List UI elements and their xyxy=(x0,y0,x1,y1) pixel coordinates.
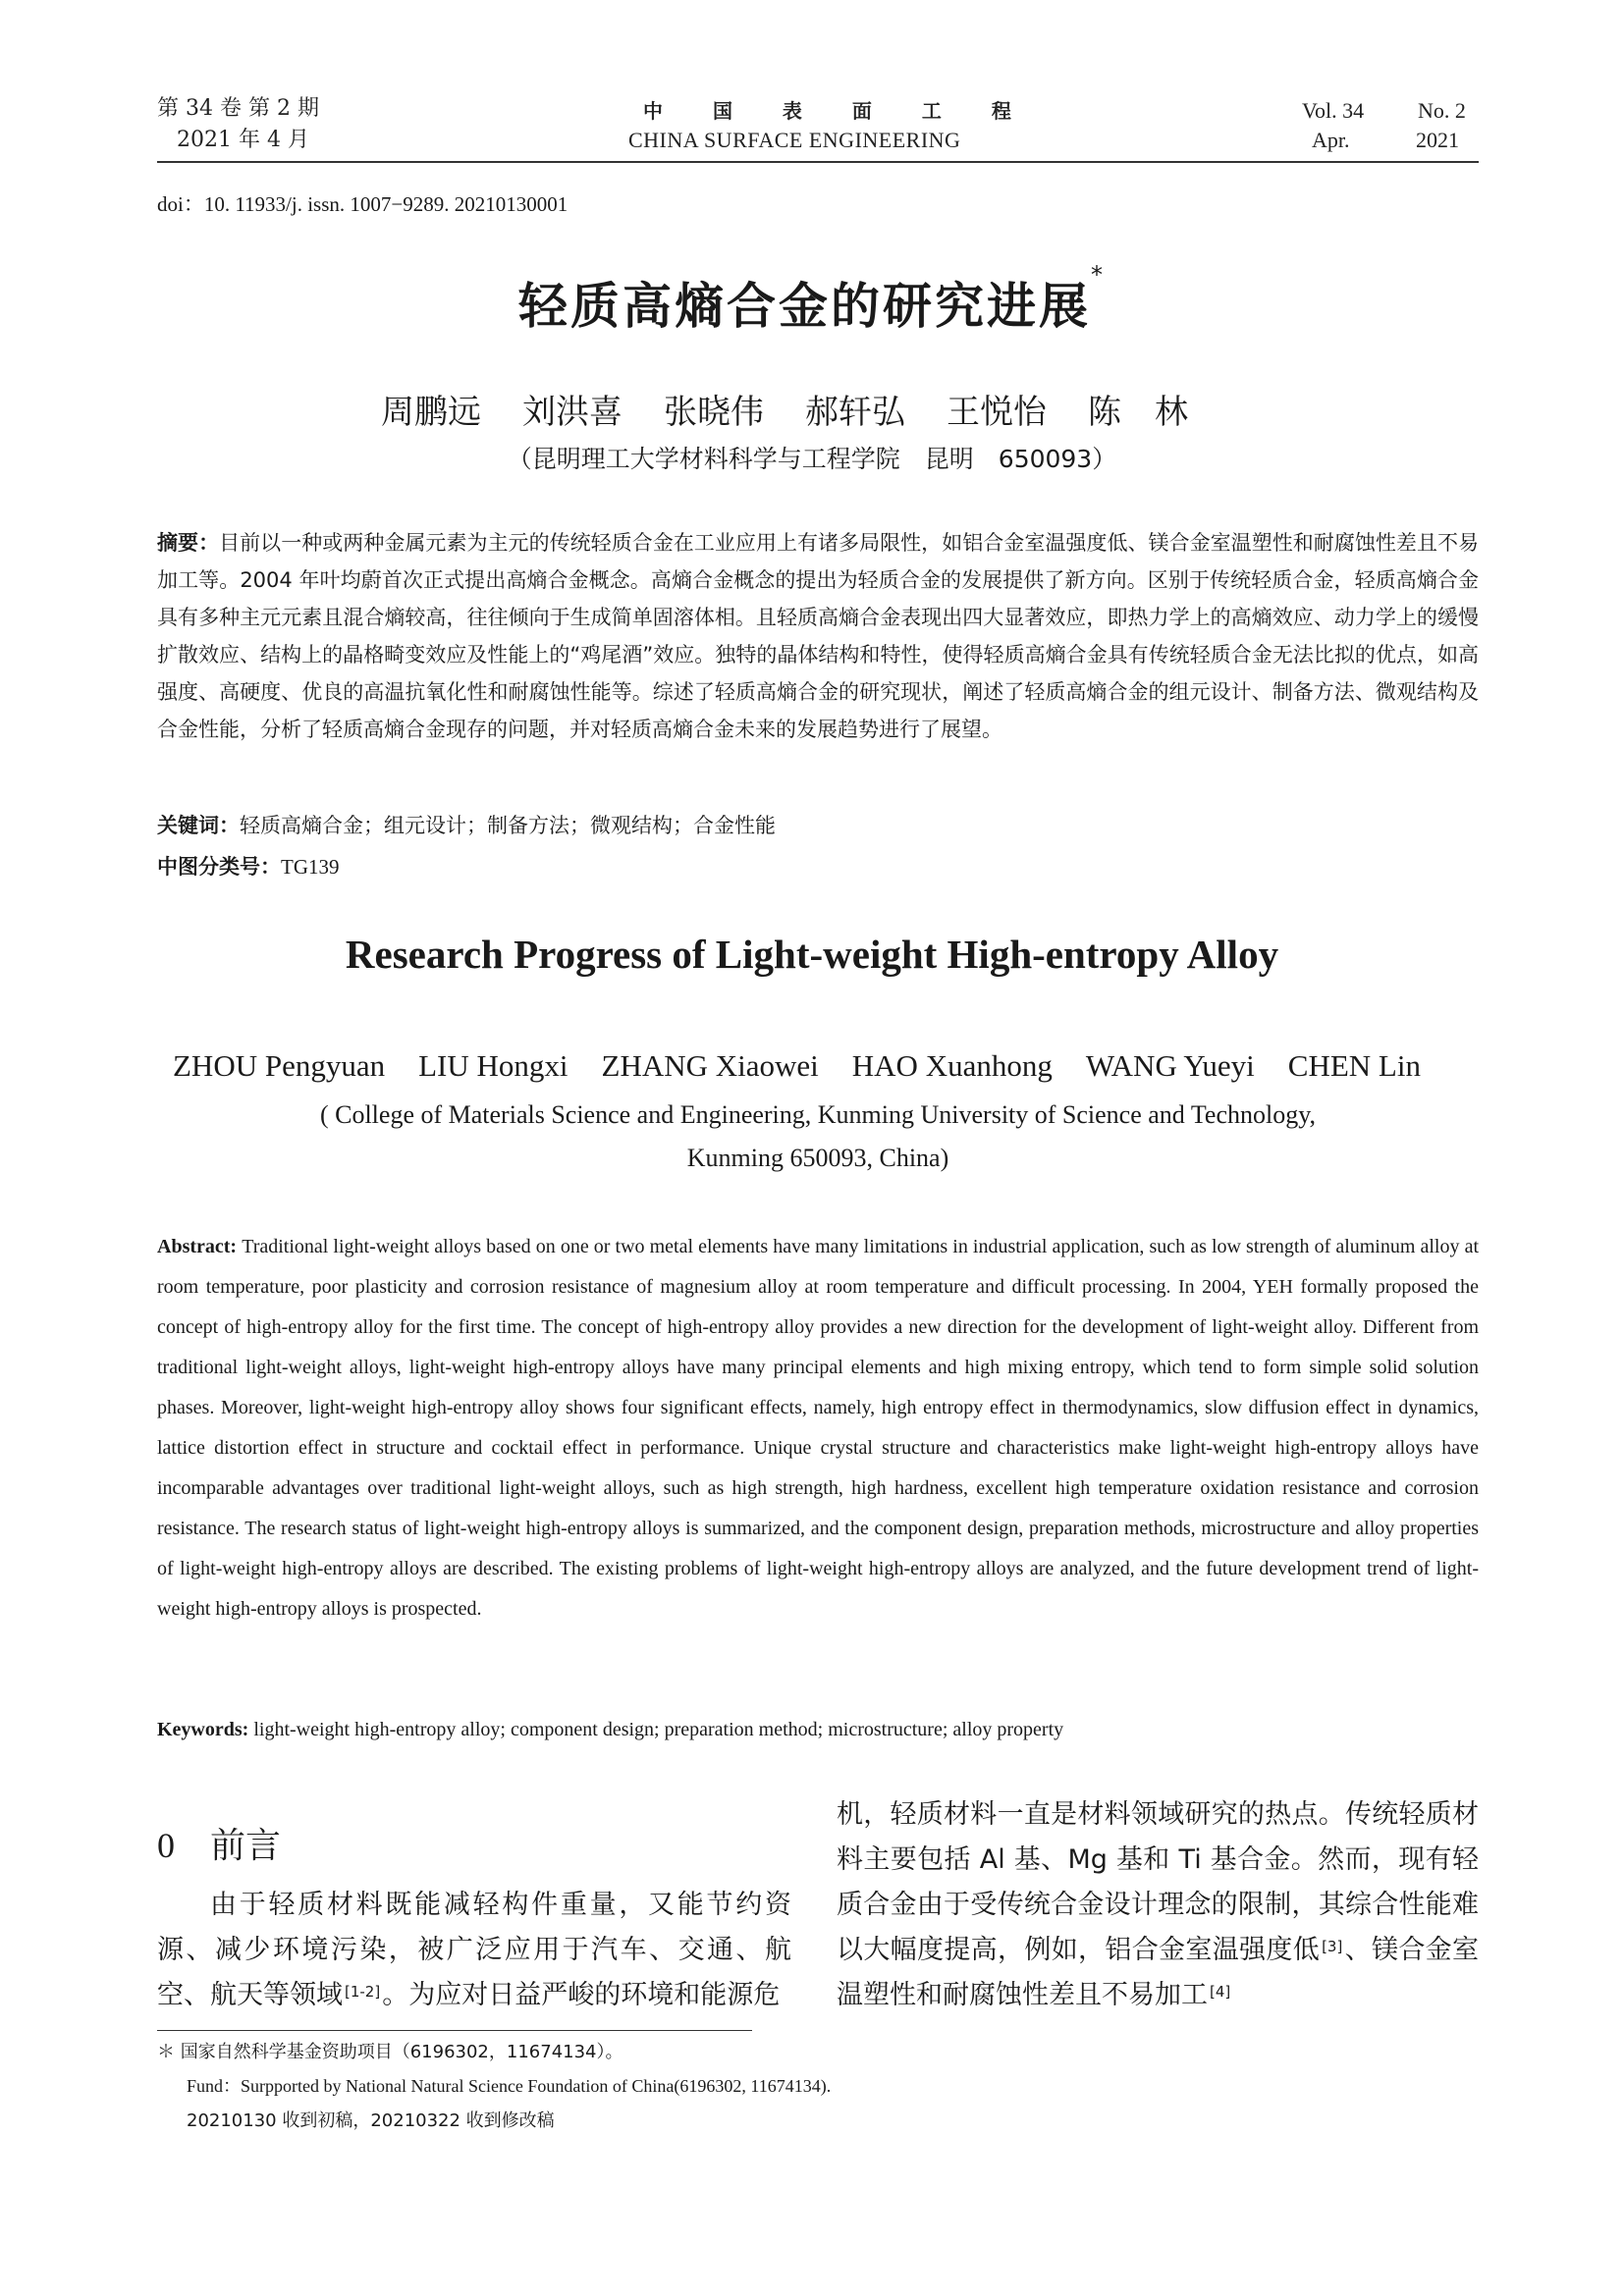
authors-cn xyxy=(381,385,1188,433)
keywords-cn-text: 轻质高熵合金；组元设计；制备方法；微观结构；合金性能 xyxy=(240,814,776,837)
title-en: Research Progress of Light-weight High-entropy Alloy xyxy=(345,932,1279,977)
header-date-cn: 2021 年 4 月 xyxy=(177,128,309,152)
author-en: LIU Hongxi xyxy=(418,1048,568,1083)
authors-en xyxy=(173,1048,1421,1084)
affiliation-en xyxy=(157,1094,1479,1180)
abstract-cn-label: 摘要： xyxy=(157,531,220,555)
body-left-column xyxy=(157,1883,791,2018)
header-volume: Vol. 34 xyxy=(1302,98,1365,123)
citation: [4] xyxy=(1210,1983,1231,2001)
header-rule xyxy=(157,161,1479,163)
keywords-en xyxy=(157,1710,1479,1750)
author-en: HAO Xuanhong xyxy=(851,1048,1053,1083)
affiliation-en-line1: ( College of Materials Science and Engineering, Kunming University of Science and Technology, xyxy=(319,1100,1317,1129)
affiliation-cn: （昆明理工大学材料科学与工程学院 昆明 650093） xyxy=(507,445,1117,473)
citation: [3] xyxy=(1322,1938,1343,1955)
title-cn xyxy=(0,261,1624,338)
author-cn: 郝轩弘 xyxy=(805,393,905,432)
title-cn-text: 轻质高熵合金的研究进展 xyxy=(518,278,1091,335)
author-en: ZHOU Pengyuan xyxy=(173,1048,386,1083)
header-year: 2021 xyxy=(1416,128,1459,152)
header-number: No. 2 xyxy=(1418,98,1466,123)
clc-text: TG139 xyxy=(281,855,340,879)
header-month: Apr. xyxy=(1312,128,1350,152)
abstract-en-label: Abstract: xyxy=(157,1236,238,1257)
citation: [1-2] xyxy=(345,1983,381,2001)
clc-number xyxy=(157,848,1479,885)
footnote-rule xyxy=(157,2030,752,2031)
section-heading xyxy=(157,1818,281,1868)
body-right-text-1: 机，轻质材料一直是材料领域研究的热点。传统轻质材料主要包括 Al 基、Mg 基和 Ti 基合金。然而，现有轻质合金由于受传统合金设计理念的限制，其综合性能难以大幅度提高，例如，铝合金室温强度低 xyxy=(837,1799,1479,1965)
body-left-text-2: 。为应对日益严峻的环境和能源危 xyxy=(382,1980,781,2010)
author-en: ZHANG Xiaowei xyxy=(601,1048,819,1083)
abstract-cn-text: 目前以一种或两种金属元素为主元的传统轻质合金在工业应用上有诸多局限性，如铝合金室温强度低、镁合金室温塑性和耐腐蚀性差且不易加工等。2004 年叶均蔚首次正式提出高熵合金概念。高熵合金概念的提出为轻质合金的发展提供了新方向。区别于传统轻质合金，轻质高熵合金具有多种主元元素且混合熵较高，往往倾向于生成简单固溶体相。且轻质高熵合金表现出四大显著效应，即热力学上的高熵效应、动力学上的缓慢扩散效应、结构上的晶格畸变效应及性能上的“鸡尾酒”效应。独特的晶体结构和特性，使得轻质高熵合金具有传统轻质合金无法比拟的优点，如高强度、高硬度、优良的高温抗氧化性和耐腐蚀性能等。综述了轻质高熵合金的研究现状，阐述了轻质高熵合金的组元设计、制备方法、微观结构及合金性能，分析了轻质高熵合金现存的问题，并对轻质高熵合金未来的发展趋势进行了展望。 xyxy=(157,531,1480,741)
keywords-en-text: light-weight high-entropy alloy; component design; preparation method; microstructure; alloy property xyxy=(253,1719,1064,1740)
footnote-fund-cn: ＊ 国家自然科学基金资助项目（6196302，11674134）。 xyxy=(157,2042,623,2062)
author-cn: 王悦怡 xyxy=(947,393,1047,432)
author-cn: 刘洪喜 xyxy=(522,393,623,432)
footnote-fund-en: Fund：Surpported by National Natural Science Foundation of China(6196302, 11674134). xyxy=(187,2076,832,2096)
keywords-cn xyxy=(157,807,1479,844)
header-journal-en: CHINA SURFACE ENGINEERING xyxy=(628,128,961,152)
title-footnote-mark: * xyxy=(1091,261,1106,289)
keywords-cn-label: 关键词： xyxy=(157,814,240,837)
body-right-text-2: 、镁合金室温塑性和耐腐蚀性差且不易加工 xyxy=(837,1935,1480,2010)
author-en: CHEN Lin xyxy=(1287,1048,1421,1083)
doi: doi：10. 11933/j. issn. 1007−9289. 20210130001 xyxy=(157,192,568,216)
abstract-en xyxy=(157,1227,1479,1629)
header-issue-cn: 第 34 卷 第 2 期 xyxy=(157,96,319,121)
clc-label: 中图分类号： xyxy=(157,855,281,879)
header-journal-cn: 中 国 表 面 工 程 xyxy=(643,99,1033,123)
footnote-dates: 20210130 收到初稿，20210322 收到修改稿 xyxy=(187,2110,555,2131)
affiliation-en-line2: Kunming 650093, China) xyxy=(686,1144,949,1172)
abstract-cn xyxy=(157,524,1479,748)
body-right-column xyxy=(837,1792,1479,2018)
body-left-text-1: 由于轻质材料既能减轻构件重量，又能节约资源、减少环境污染，被广泛应用于汽车、交通、航空、航天等领域 xyxy=(157,1890,791,2010)
abstract-en-text: Traditional light-weight alloys based on one or two metal elements have many limitations in industrial application, such as low strength of aluminum alloy at room temperature, poor plasticity and corrosion resistance of magnesium alloy at room temperature and difficult processing. In 2004, YEH formally proposed the concept of high-entropy alloy for the first time. The concept of high-entropy alloy provides a new direction for the development of light-weight alloy. Different from traditional light-weight alloys, light-weight high-entropy alloys have many principal elements and high mixing entropy, which tend to form simple solid solution phases. Moreover, light-weight high-entropy alloy shows four significant effects, namely, high entropy effect in thermodynamics, slow diffusion effect in dynamics, lattice distortion effect in structure and cocktail effect in performance. Unique crystal structure and characteristics make light-weight high-entropy alloys have incomparable advantages over traditional light-weight alloys, such as high strength, high hardness, excellent high temperature oxidation resistance and corrosion resistance. The research status of light-weight high-entropy alloys is summarized, and the component design, preparation methods, microstructure and alloy properties of light-weight high-entropy alloys are described. The existing problems of light-weight high-entropy alloys are analyzed, and the future development trend of light-weight high-entropy alloys is prospected. xyxy=(157,1236,1480,1620)
author-cn: 周鹏远 xyxy=(381,393,481,432)
section-title: 前言 xyxy=(210,1826,282,1866)
keywords-en-label: Keywords: xyxy=(157,1719,249,1740)
author-en: WANG Yueyi xyxy=(1085,1048,1255,1083)
section-number: 0 xyxy=(157,1826,175,1865)
author-cn: 张晓伟 xyxy=(664,393,764,432)
author-cn: 陈 林 xyxy=(1088,393,1188,432)
